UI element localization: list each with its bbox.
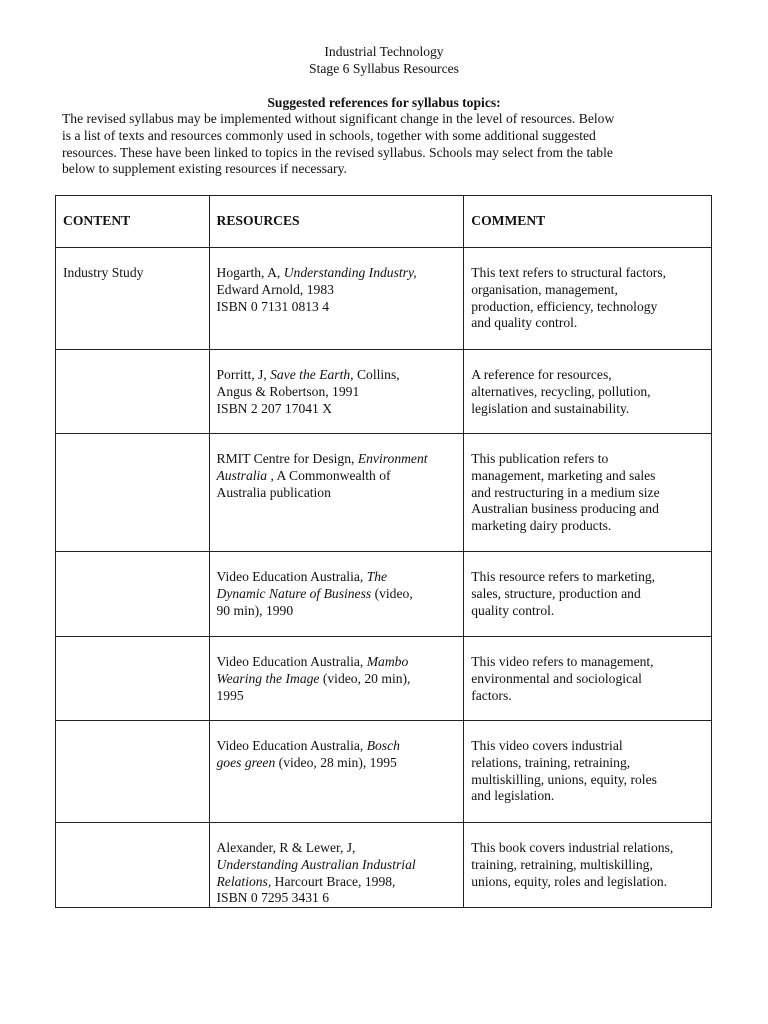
comment-line: relations, training, retraining, bbox=[471, 754, 631, 770]
content-cell bbox=[56, 350, 210, 434]
comment-cell bbox=[464, 637, 712, 721]
resource-line bbox=[217, 840, 458, 857]
content-cell: Industry Study bbox=[56, 248, 210, 350]
content-cell bbox=[56, 823, 210, 908]
table-row bbox=[56, 434, 712, 552]
header-comment: COMMENT bbox=[464, 196, 712, 248]
comment-line: marketing dairy products. bbox=[471, 518, 612, 534]
title-line-2: Stage 6 Syllabus Resources bbox=[309, 61, 459, 76]
resource-cell bbox=[209, 350, 464, 434]
resource-cell bbox=[209, 721, 464, 823]
intro-line: below to supplement existing resources if necessary. bbox=[62, 161, 347, 177]
resource-text: Hogarth, A, bbox=[216, 265, 284, 280]
resource-text: Edward Arnold, 1983 bbox=[216, 281, 334, 297]
resource-title-text: Relations, bbox=[216, 873, 272, 889]
comment-line: unions, equity, roles and legislation. bbox=[471, 873, 668, 889]
resource-title-text: , The bbox=[359, 569, 388, 584]
comment-line: This video covers industrial bbox=[471, 738, 623, 753]
resource-title-text: Understanding Industry, bbox=[283, 265, 417, 280]
resource-line bbox=[217, 299, 458, 316]
table-row bbox=[56, 721, 712, 823]
intro-line: is a list of texts and resources commonly used in schools, together with some additional suggested bbox=[62, 127, 596, 143]
comment-line: production, efficiency, technology bbox=[471, 298, 658, 314]
resource-text: (video, 20 min), bbox=[319, 670, 411, 686]
resource-text: ISBN 0 7131 0813 4 bbox=[216, 298, 330, 314]
resource-text: Video Education Australia bbox=[216, 569, 360, 584]
comment-line: management, marketing and sales bbox=[471, 467, 656, 483]
comment-line: alternatives, recycling, pollution, bbox=[471, 383, 651, 399]
section-heading: Suggested references for syllabus topics: bbox=[267, 95, 501, 110]
resource-cell bbox=[209, 637, 464, 721]
comment-line: sales, structure, production and bbox=[471, 585, 641, 601]
resource-title-text: Environment bbox=[357, 451, 428, 466]
resource-cell bbox=[209, 552, 464, 637]
comment-cell bbox=[464, 823, 712, 908]
resource-line bbox=[217, 857, 458, 874]
header-content: CONTENT bbox=[56, 196, 210, 248]
content-cell bbox=[56, 434, 210, 552]
resource-text: Angus & Robertson, 1991 bbox=[216, 383, 360, 399]
resource-line bbox=[217, 485, 458, 502]
table-row bbox=[56, 552, 712, 637]
comment-line: Australian business producing and bbox=[471, 501, 659, 517]
resource-line bbox=[217, 384, 458, 401]
comment-line: This text refers to structural factors, bbox=[471, 265, 667, 280]
resource-line bbox=[217, 603, 458, 620]
title-line-1: Industrial Technology bbox=[324, 44, 444, 59]
intro-line: resources. These have been linked to topics in the revised syllabus. Schools may select from the table bbox=[62, 144, 613, 160]
content-cell bbox=[56, 552, 210, 637]
resource-text: ISBN 2 207 17041 X bbox=[216, 400, 333, 416]
table-header-row bbox=[56, 196, 712, 248]
resource-line bbox=[217, 282, 458, 299]
intro-paragraph bbox=[62, 111, 614, 178]
resource-cell bbox=[209, 823, 464, 908]
comment-cell bbox=[464, 721, 712, 823]
comment-line: This publication refers to bbox=[471, 451, 609, 466]
document-title bbox=[0, 43, 768, 77]
resource-title-text: Australia bbox=[216, 467, 268, 483]
resource-text: Video Education Australia, bbox=[216, 738, 367, 753]
resource-title-text: Understanding Australian Industrial bbox=[216, 856, 416, 872]
resource-text: RMIT Centre for Design, bbox=[216, 451, 358, 466]
comment-cell bbox=[464, 350, 712, 434]
comment-line: organisation, management, bbox=[471, 281, 618, 297]
comment-line: quality control. bbox=[471, 602, 555, 618]
resource-line bbox=[217, 688, 458, 705]
resource-line bbox=[217, 890, 458, 907]
resource-title-text: Bosch bbox=[366, 738, 400, 753]
content-cell bbox=[56, 637, 210, 721]
resource-text: (video, bbox=[371, 585, 413, 601]
header-resources: RESOURCES bbox=[209, 196, 464, 248]
resource-line bbox=[217, 738, 458, 755]
resource-line bbox=[217, 468, 458, 485]
comment-line: and restructuring in a medium size bbox=[471, 484, 660, 500]
resource-text: 90 min), 1990 bbox=[216, 602, 294, 618]
resource-line bbox=[217, 367, 458, 384]
comment-line: This book covers industrial relations, bbox=[471, 840, 674, 855]
comment-line: legislation and sustainability. bbox=[471, 400, 630, 416]
resource-line bbox=[217, 451, 458, 468]
resource-text: 1995 bbox=[216, 687, 244, 703]
content-cell bbox=[56, 721, 210, 823]
resource-cell bbox=[209, 434, 464, 552]
comment-cell bbox=[464, 552, 712, 637]
resource-line bbox=[217, 569, 458, 586]
resource-line bbox=[217, 654, 458, 671]
resource-line bbox=[217, 265, 458, 282]
resource-line bbox=[217, 755, 458, 772]
resource-title-text: Wearing the Image bbox=[216, 670, 320, 686]
resource-line bbox=[217, 874, 458, 891]
comment-cell bbox=[464, 434, 712, 552]
resource-title-text: goes green bbox=[216, 754, 276, 770]
comment-cell bbox=[464, 248, 712, 350]
resource-text: (video, 28 min), 1995 bbox=[275, 754, 397, 770]
resource-title-text: Mambo bbox=[366, 654, 409, 669]
resource-line bbox=[217, 671, 458, 688]
intro-line: The revised syllabus may be implemented without significant change in the level of resources. Below bbox=[62, 111, 615, 126]
resource-text: Australia publication bbox=[216, 484, 331, 500]
comment-line: and quality control. bbox=[471, 315, 578, 331]
table-row bbox=[56, 637, 712, 721]
resource-text: Video Education Australia, bbox=[216, 654, 367, 669]
comment-line: training, retraining, multiskilling, bbox=[471, 856, 653, 872]
resource-text: Harcourt Brace, 1998, bbox=[271, 873, 396, 889]
comment-line: A reference for resources, bbox=[471, 367, 612, 382]
resource-line bbox=[217, 401, 458, 418]
table-row bbox=[56, 350, 712, 434]
resource-title-text: Dynamic Nature of Business bbox=[216, 585, 372, 601]
resource-line bbox=[217, 586, 458, 603]
resource-text: Alexander, R & Lewer, J, bbox=[216, 840, 356, 855]
resource-text: Porritt, J, bbox=[216, 367, 271, 382]
comment-line: environmental and sociological bbox=[471, 670, 642, 686]
comment-line: multiskilling, unions, equity, roles bbox=[471, 771, 657, 787]
resource-title-text: Save the Earth bbox=[270, 367, 351, 382]
comment-line: factors. bbox=[471, 687, 512, 703]
resources-table bbox=[55, 195, 712, 908]
comment-line: This resource refers to marketing, bbox=[471, 569, 656, 584]
resource-text: ISBN 0 7295 3431 6 bbox=[216, 890, 330, 906]
table-row bbox=[56, 248, 712, 350]
resource-text: , A Commonwealth of bbox=[267, 467, 391, 483]
resource-text: , Collins, bbox=[350, 367, 400, 382]
table-row bbox=[56, 823, 712, 908]
resource-cell bbox=[209, 248, 464, 350]
comment-line: and legislation. bbox=[471, 788, 555, 804]
comment-line: This video refers to management, bbox=[471, 654, 654, 669]
